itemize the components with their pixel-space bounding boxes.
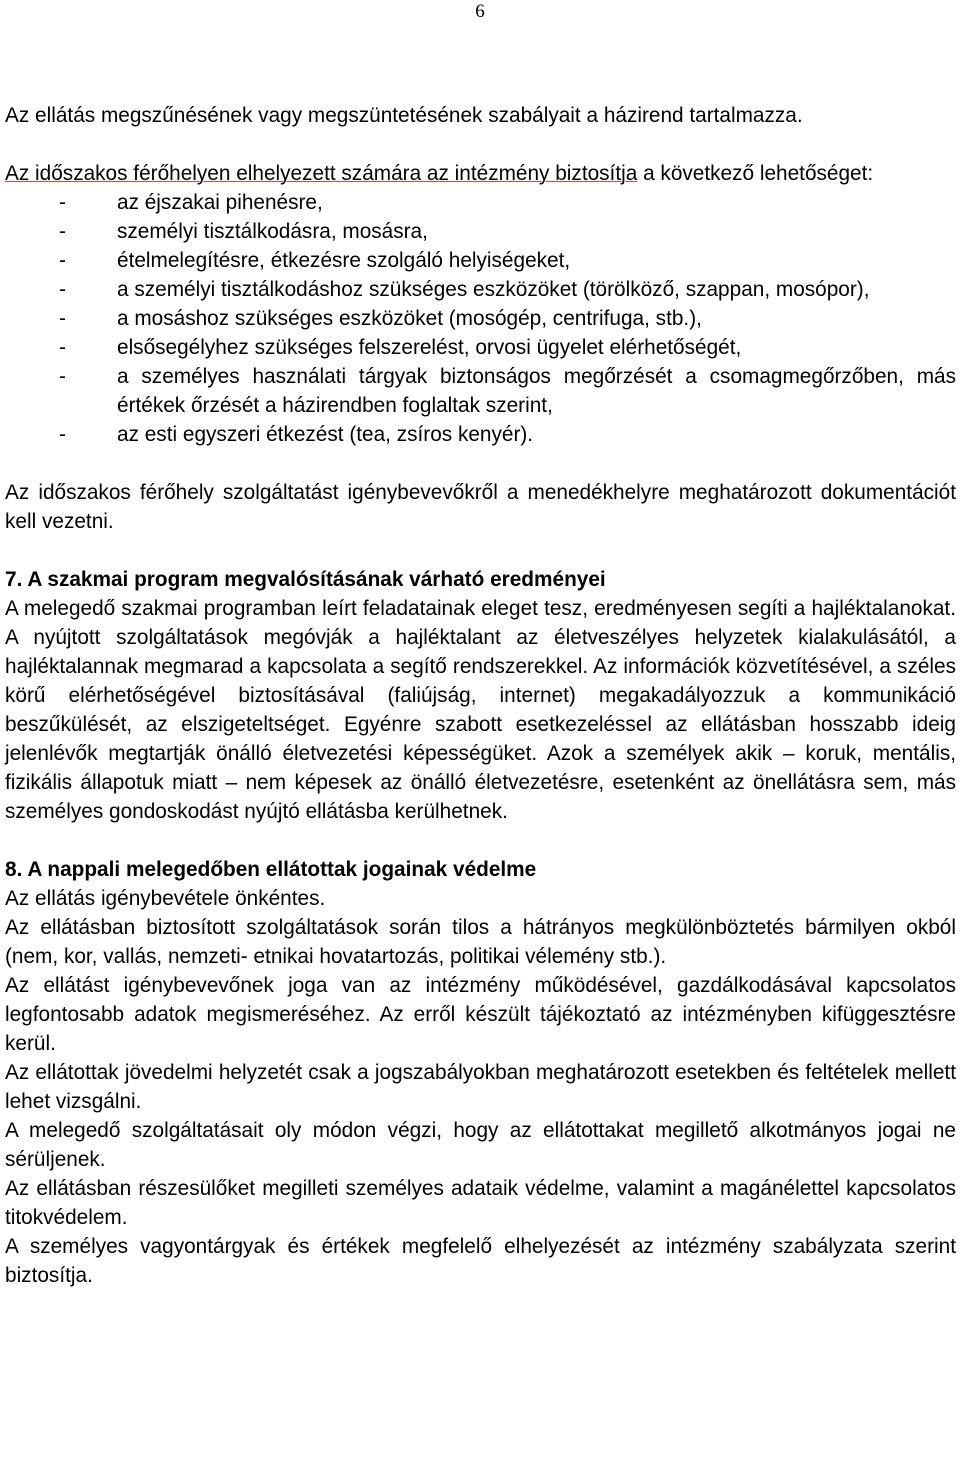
list-item-text: az éjszakai pihenésre, — [117, 191, 323, 214]
page-number: 6 — [475, 1, 485, 22]
accommodation-intro-text: a következő lehetőséget: — [637, 162, 874, 185]
dash-bullet: - — [59, 307, 66, 330]
section-8-heading: 8. A nappali melegedőben ellátottak jogainak védelme — [5, 858, 537, 881]
dash-bullet: - — [59, 365, 66, 388]
list-item-text: ételmelegítésre, étkezésre szolgáló helyiségeket, — [117, 249, 571, 272]
list-item-text: személyi tisztálkodásra, mosásra, — [117, 220, 428, 243]
section-8-paragraph: A melegedő szolgáltatásait oly módon végzi, hogy az ellátottakat megillető alkotmányos jogai ne sérüljenek. — [5, 1119, 956, 1171]
intro-paragraph: Az ellátás megszűnésének vagy megszüntetésének szabályait a házirend tartalmazza. — [5, 104, 803, 127]
section-8-paragraph: Az ellátottak jövedelmi helyzetét csak a jogszabályokban meghatározott esetekben és feltételek mellett lehet vizsgálni. — [5, 1061, 956, 1113]
list-item-text: elsősegélyhez szükséges felszerelést, orvosi ügyelet elérhetőségét, — [117, 336, 742, 359]
list-item-text: az esti egyszeri étkezést (tea, zsíros kenyér). — [117, 423, 534, 446]
documentation-paragraph: Az időszakos férőhely szolgáltatást igénybevevőkről a menedékhelyre meghatározott dokumentációt kell vezetni. — [5, 481, 956, 533]
list-item — [5, 333, 956, 362]
list-item-text: a személyi tisztálkodáshoz szükséges eszközöket (törölköző, szappan, mosópor), — [117, 278, 870, 301]
list-item — [5, 188, 956, 217]
dash-bullet: - — [59, 220, 66, 243]
list-item — [5, 304, 956, 333]
section-8-paragraph: Az ellátást igénybevevőnek joga van az intézmény működésével, gazdálkodásával kapcsolatos legfontosabb adatok megismeréséhez. Az erről készült tájékoztató az intézményben kifüggesztésre kerül. — [5, 974, 956, 1055]
dash-bullet: - — [59, 191, 66, 214]
section-7-body: A melegedő szakmai programban leírt feladatainak eleget tesz, eredményesen segíti a hajléktalanokat. A nyújtott szolgáltatások megóvják a hajléktalant az életveszélyes helyzetek kialakulásától, a hajléktalannak megmarad a kapcsolata a segítő rendszerekkel. Az információk közvetítésével, a széles körű elérhetőségével biztosításával (faliújság, internet) megakadályozzuk a kommunikáció beszűkülését, az elszigeteltséget. Egyénre szabott esetkezeléssel az ellátásban hosszabb ideig jelenlévők megtartják önálló életvezetési képességüket. Azok a személyek akik – koruk, mentális, fizikális állapotuk miatt – nem képesek az önálló életvezetésre, esetenként az önellátásra sem, más személyes gondoskodást nyújtó ellátásba kerülhetnek. — [5, 597, 956, 823]
list-item — [5, 275, 956, 304]
list-item — [5, 217, 956, 246]
list-item-text: a személyes használati tárgyak biztonságos megőrzését a csomagmegőrzőben, más értékek őrzését a házirendben foglaltak szerint, — [117, 365, 956, 417]
section-8-paragraph: Az ellátás igénybevétele önkéntes. — [5, 887, 326, 910]
accommodation-intro-paragraph — [5, 159, 956, 188]
dash-bullet: - — [59, 278, 66, 301]
section-8-paragraph: Az ellátásban biztosított szolgáltatások során tilos a hátrányos megkülönböztetés bármilyen okból (nem, kor, vallás, nemzeti- etnikai hovatartozás, politikai vélemény stb.). — [5, 916, 956, 968]
list-item — [5, 420, 956, 449]
document-body — [5, 101, 956, 1290]
list-item — [5, 246, 956, 275]
section-8-paragraph: Az ellátásban részesülőket megilleti személyes adataik védelme, valamint a magánélettel kapcsolatos titokvédelem. — [5, 1177, 956, 1229]
dash-bullet: - — [59, 249, 66, 272]
services-list — [5, 188, 956, 449]
section-8-paragraph: A személyes vagyontárgyak és értékek megfelelő elhelyezését az intézmény szabályzata szerint biztosítja. — [5, 1235, 956, 1287]
list-item-text: a mosáshoz szükséges eszközöket (mosógép, centrifuga, stb.), — [117, 307, 702, 330]
dash-bullet: - — [59, 336, 66, 359]
dash-bullet: - — [59, 423, 66, 446]
list-item — [5, 362, 956, 420]
section-7-heading: 7. A szakmai program megvalósításának várható eredményei — [5, 568, 606, 591]
accommodation-intro-text-marked: Az időszakos férőhelyen elhelyezett számára az intézmény biztosítja — [5, 162, 638, 185]
